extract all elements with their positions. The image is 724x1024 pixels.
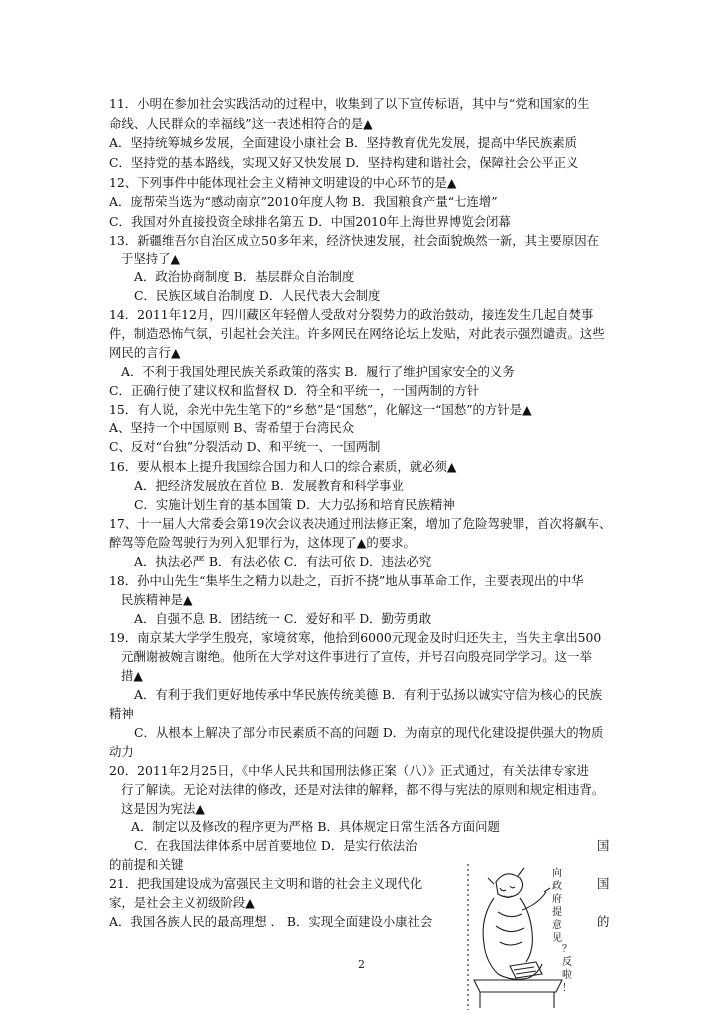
question-20-line-3: 这是因为宪法▲ <box>121 801 205 816</box>
cartoon-caption-char: ！ <box>562 983 572 994</box>
question-17-line-1: 17、十一届人大常委会第19次会议表决通过刑法修正案，增加了危险驾驶罪，首次将飙车、 <box>109 516 612 531</box>
cartoon-caption-char: 府 <box>552 894 562 905</box>
cartoon-illustration <box>466 862 576 1012</box>
question-14-line-2: 件，制造恐怖气氛，引起社会关注。许多网民在网络论坛上发贴，对此表示强烈谴责。这些 <box>109 326 605 341</box>
question-11-line-2: 命线、人民群众的幸福线”这一表述相符合的是▲ <box>109 116 373 131</box>
option-c: C．正确行使了建议权和监督权 D．符全和平统一，一国两制的方针 <box>109 383 480 398</box>
option-a: A．庞帮荣当选为“感动南京”2010年度人物 B．我国粮食产量“七连增” <box>109 194 498 209</box>
cartoon-caption-char: 反 <box>562 957 572 968</box>
question-16-line-1: 16．要从根本上提升我国综合国力和人口的综合素质，就必须▲ <box>109 459 457 474</box>
option-a: A、坚持一个中国原则 B、寄希望于台湾民众 <box>109 420 355 435</box>
option-a: A．坚持统筹城乡发展，全面建设小康社会 B．坚持教育优先发展，提高中华民族素质 <box>109 135 578 150</box>
question-17-line-2: 醉驾等危险驾驶行为列入犯罪行为，这体现了▲的要求。 <box>109 535 416 550</box>
options-row: A．自强不息 B．团结统一 C．爱好和平 D．勤劳勇敢 <box>134 611 432 626</box>
option-a-b: A．有利于我们更好地传承中华民族传统美德 B．有利于弘扬以诚实守信为核心的民族 <box>134 687 603 702</box>
question-19-line-1: 19．南京某大学学生殷亮，家境贫寒，他拾到6000元现金及时归还失主，当失主拿出500 <box>109 630 602 645</box>
question-14-line-1: 14．2011年12月，四川藏区年轻僧人受敌对分裂势力的政治鼓动，接连发生几起自焚事 <box>109 307 594 322</box>
question-14-line-3: 网民的言行▲ <box>109 345 181 360</box>
cartoon-caption-char: 提 <box>552 907 562 918</box>
page-number: 2 <box>358 958 365 971</box>
cartoon-caption-char: 见 <box>552 933 562 944</box>
question-11-line-1: 11．小明在参加社会实践活动的过程中，收集到了以下宣传标语，其中与“党和国家的生 <box>109 96 590 111</box>
question-18-line-1: 18．孙中山先生“集毕生之精力以赴之，百折不挠”地从事革命工作，主要表现出的中华 <box>109 573 584 588</box>
question-12-line-1: 12、下列事件中能体现社会主义精神文明建设的中心环节的是▲ <box>109 175 457 190</box>
question-13-line-2: 于坚持了▲ <box>121 251 181 266</box>
option-c: C．坚持党的基本路线，实现又好又快发展 D．坚持构建和谐社会，保障社会公平正义 <box>109 155 579 170</box>
option-c: C．民族区域自治制度 D．人民代表大会制度 <box>134 288 381 303</box>
question-21-line-1: 21．把我国建设成为富强民主文明和谐的社会主义现代化 <box>109 876 423 891</box>
cartoon-caption-char: 向 <box>552 868 562 879</box>
question-18-line-2: 民族精神是▲ <box>121 592 193 607</box>
option-c: C．我国对外直接投资全球排名第五 D．中国2010年上海世界博览会闭幕 <box>109 214 511 229</box>
option-a: A．不利于我国处理民族关系政策的落实 B．履行了维护国家安全的义务 <box>121 364 515 379</box>
question-13-line-1: 13．新疆维吾尔自治区成立50多年来，经济快速发展，社会面貌焕然一新，其主要原因在 <box>109 233 599 248</box>
option-c: C、反对“台独”分裂活动 D、和平统一、一国两制 <box>109 439 381 454</box>
question-19-line-3: 措▲ <box>121 668 143 683</box>
option-d-end-char: 国 <box>597 838 610 853</box>
options-row: A．执法必严 B．有法必依 C．有法可依 D．违法必究 <box>134 554 432 569</box>
cartoon-caption-char: ？ <box>562 944 572 955</box>
cartoon-caption-char: 政 <box>552 881 562 892</box>
option-c-d: C．在我国法律体系中居首要地位 D．是实行依法治 <box>134 838 418 853</box>
option-c-d: C．从根本上解决了部分市民素质不高的问题 D．为南京的现代化建设提供强大的物质 <box>134 725 604 740</box>
option-c: C．实施计划生育的基本国策 D．大力弘扬和培育民族精神 <box>134 497 455 512</box>
question-15-line-1: 15．有人说，余光中先生笔下的“乡愁”是“国愁”，化解这一“国愁”的方针是▲ <box>109 402 532 417</box>
cartoon-caption-char: 啦 <box>562 970 572 981</box>
cartoon-drawing <box>466 862 576 1012</box>
option-d-continued: 动力 <box>109 744 134 759</box>
option-a: A．把经济发展放在首位 B．发展教育和科学事业 <box>134 478 404 493</box>
option-a-b: A．制定以及修改的程序更为严格 B．具体规定日常生活各方面问题 <box>131 819 500 834</box>
question-21-line-2: 家，是社会主义初级阶段▲ <box>109 895 255 910</box>
question-20-line-1: 20．2011年2月25日，《中华人民共和国刑法修正案（八）》正式通过，有关法律专家进 <box>109 763 589 778</box>
option-d-continued: 的前提和关键 <box>109 857 184 872</box>
question-19-line-2: 元酬谢被婉言谢绝。他所在大学对这件事进行了宣传，并号召向殷亮同学学习。这一举 <box>121 649 592 664</box>
cartoon-caption-char: 意 <box>552 920 562 931</box>
option-a: A．政治协商制度 B．基层群众自治制度 <box>134 269 355 284</box>
question-20-line-2: 行了解读。无论对法律的修改，还是对法律的解释，都不得与宪法的原则和规定相违背。 <box>121 782 605 797</box>
option-a-b: A．我国各族人民的最高理想 ． B．实现全面建设小康社会 <box>109 914 433 929</box>
option-b-continued: 精神 <box>109 706 134 721</box>
question-21-end-char: 国 <box>597 876 610 891</box>
option-b-end-char: 的 <box>597 914 610 929</box>
